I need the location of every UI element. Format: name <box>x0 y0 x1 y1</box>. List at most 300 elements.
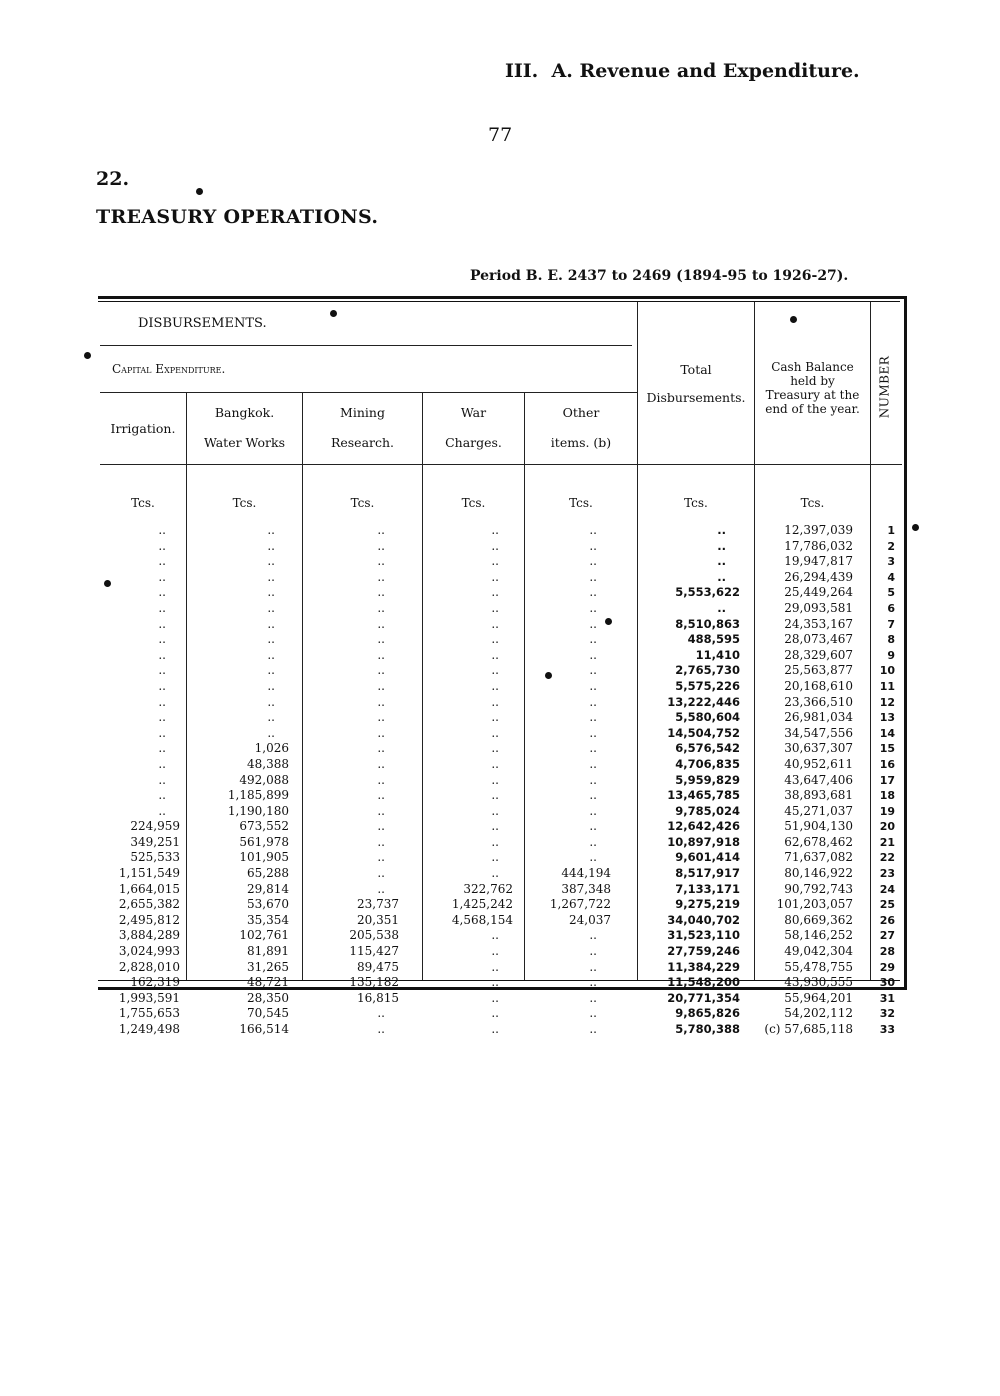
table-cell: 25,563,877 <box>784 663 853 678</box>
ink-speck <box>545 672 552 679</box>
table-cell: 444,194 <box>561 866 611 881</box>
table-cell: 24,353,167 <box>784 616 853 631</box>
table-cell: .. <box>377 538 385 553</box>
table-cell: .. <box>491 850 499 865</box>
table-cell: 115,427 <box>349 944 399 959</box>
table-cell: .. <box>589 663 597 678</box>
table-cell: .. <box>589 710 597 725</box>
table-cell: 6,576,542 <box>675 741 740 756</box>
group-rule <box>100 392 637 393</box>
column-number <box>871 523 895 1038</box>
col-cash-line2: held by <box>790 374 835 388</box>
table-cell: 22 <box>879 851 895 865</box>
table-cell: 2,495,812 <box>118 912 180 927</box>
table-cell: .. <box>491 678 499 693</box>
table-cell: 25 <box>879 898 895 912</box>
ink-speck <box>196 188 203 195</box>
table-cell: 673,552 <box>239 819 289 834</box>
table-cell: 5,580,604 <box>675 710 740 725</box>
table-cell: .. <box>158 803 166 818</box>
table-cell: 31,523,110 <box>667 928 740 943</box>
table-cell: .. <box>158 647 166 662</box>
table-cell: 1,151,549 <box>118 866 180 881</box>
table-cell: .. <box>267 694 275 709</box>
table-cell: 89,475 <box>357 959 399 974</box>
table-cell: 19,947,817 <box>784 554 853 569</box>
table-cell: .. <box>377 554 385 569</box>
table-cell: .. <box>267 725 275 740</box>
table-cell: .. <box>589 694 597 709</box>
ink-speck <box>84 352 91 359</box>
table-cell: 9,601,414 <box>675 850 740 865</box>
table-cell: 17 <box>879 773 895 787</box>
table-cell: .. <box>491 741 499 756</box>
table-cell: 51,904,130 <box>784 819 853 834</box>
col-total-line1: Total <box>680 362 712 377</box>
table-cell: .. <box>589 819 597 834</box>
table-cell: 28,329,607 <box>784 647 853 662</box>
table-cell: 28 <box>879 945 895 959</box>
table-cell: 12,642,426 <box>667 819 740 834</box>
table-cell: .. <box>589 741 597 756</box>
column-water-works <box>187 523 289 1038</box>
table-cell: .. <box>158 538 166 553</box>
table-cell: .. <box>589 616 597 631</box>
table-cell: 71,637,082 <box>784 850 853 865</box>
table-cell: 33 <box>879 1023 895 1036</box>
table-cell: .. <box>589 569 597 584</box>
table-cell: 30 <box>879 976 895 990</box>
col-war-line2: Charges. <box>445 435 502 450</box>
table-cell: 15 <box>879 742 895 756</box>
table-cell: .. <box>158 694 166 709</box>
table-cell: .. <box>589 772 597 787</box>
table-cell: 29 <box>879 960 895 974</box>
table-cell: 322,762 <box>463 881 513 896</box>
table-cell: .. <box>267 523 275 537</box>
table-cell: .. <box>491 725 499 740</box>
table-cell: .. <box>589 944 597 959</box>
table-cell: .. <box>589 725 597 740</box>
table-cell: 32 <box>879 1007 895 1021</box>
table-cell: .. <box>589 632 597 647</box>
table-cell: 34,547,556 <box>784 725 853 740</box>
table-cell: 38,893,681 <box>784 788 853 803</box>
table-cell: .. <box>589 803 597 818</box>
col-number <box>873 355 893 420</box>
table-cell: .. <box>589 523 597 537</box>
table-cell: 7,133,171 <box>675 881 740 896</box>
table-cell: 24,037 <box>569 912 611 927</box>
table-cell: 21 <box>879 835 895 849</box>
table-cell: .. <box>377 600 385 615</box>
table-cell: .. <box>491 788 499 803</box>
table-cell: 20,771,354 <box>667 990 740 1005</box>
table-cell: 28,073,467 <box>784 632 853 647</box>
table-cell: 31,265 <box>247 959 289 974</box>
table-cell: 29,814 <box>247 881 289 896</box>
table-cell: .. <box>491 600 499 615</box>
table-top-rule <box>98 301 900 303</box>
table-cell: .. <box>717 600 726 615</box>
table-cell: .. <box>377 803 385 818</box>
table-cell: .. <box>377 834 385 849</box>
table-cell: .. <box>491 585 499 600</box>
table-cell: .. <box>491 538 499 553</box>
table-cell: .. <box>377 819 385 834</box>
unit-label: Tcs. <box>131 496 155 510</box>
table-cell: 2,655,382 <box>118 897 180 912</box>
table-cell: 525,533 <box>130 850 180 865</box>
table-title: TREASURY OPERATIONS. <box>96 206 379 228</box>
table-cell: .. <box>589 585 597 600</box>
table-cell: 80,669,362 <box>784 912 853 927</box>
table-cell: 3,024,993 <box>118 944 180 959</box>
table-cell: .. <box>158 710 166 725</box>
table-cell: .. <box>377 741 385 756</box>
table-cell: .. <box>158 756 166 771</box>
table-cell: 135,182 <box>349 975 399 990</box>
table-cell: 35,354 <box>247 912 289 927</box>
table-cell: 70,545 <box>247 1006 289 1021</box>
table-cell: .. <box>158 788 166 803</box>
table-cell: 80,146,922 <box>784 866 853 881</box>
table-cell: .. <box>589 538 597 553</box>
column-war <box>423 523 513 1038</box>
period-caption: Period B. E. 2437 to 2469 (1894-95 to 1926-27). <box>470 268 849 284</box>
table-cell: .. <box>717 554 726 569</box>
table-cell: 101,203,057 <box>776 897 853 912</box>
table-cell: 349,251 <box>130 834 180 849</box>
table-cell: .. <box>158 616 166 631</box>
table-cell: .. <box>491 866 499 881</box>
table-cell: 4,706,835 <box>675 756 740 771</box>
table-cell: .. <box>589 756 597 771</box>
table-cell: .. <box>267 600 275 615</box>
table-cell: 5,959,829 <box>675 772 740 787</box>
table-cell: .. <box>377 523 385 537</box>
table-cell: .. <box>491 663 499 678</box>
table-cell: 12 <box>879 695 895 709</box>
col-cash-line4: end of the year. <box>765 402 860 416</box>
table-cell: 9 <box>887 648 895 662</box>
table-cell: .. <box>377 850 385 865</box>
column-irrigation <box>100 523 180 1038</box>
page-number: 77 <box>488 124 513 146</box>
unit-label: Tcs. <box>684 496 708 510</box>
table-cell: .. <box>589 959 597 974</box>
table-cell: 26 <box>879 913 895 927</box>
table-cell: 5,553,622 <box>675 585 740 600</box>
table-cell: .. <box>377 710 385 725</box>
table-cell: 9,865,826 <box>675 1006 740 1021</box>
col-irrigation <box>100 414 186 444</box>
table-cell: (c) 57,685,118 <box>764 1022 853 1036</box>
table-cell: .. <box>491 710 499 725</box>
table-cell: .. <box>491 1022 499 1036</box>
table-cell: 27,759,246 <box>667 944 740 959</box>
table-cell: .. <box>377 647 385 662</box>
table-cell: 62,678,462 <box>784 834 853 849</box>
col-mining-line1: Mining <box>340 405 385 420</box>
table-cell: 488,595 <box>687 632 740 647</box>
col-total <box>638 356 754 412</box>
table-cell: 19 <box>879 804 895 818</box>
table-cell: 90,792,743 <box>784 881 853 896</box>
table-cell: .. <box>377 678 385 693</box>
table-cell: 16,815 <box>357 990 399 1005</box>
table-cell: 1,026 <box>254 741 289 756</box>
table-cell: 205,538 <box>349 928 399 943</box>
col-war <box>423 398 524 458</box>
table-cell: 13 <box>879 711 895 725</box>
table-cell: .. <box>589 647 597 662</box>
table-cell: 23,366,510 <box>784 694 853 709</box>
table-cell: 55,964,201 <box>784 990 853 1005</box>
col-mining <box>303 398 422 458</box>
unit-label: Tcs. <box>350 496 375 510</box>
table-cell: 10,897,918 <box>667 834 740 849</box>
table-cell: 30,637,307 <box>784 741 853 756</box>
table-cell: 25,449,264 <box>784 585 853 600</box>
table-cell: .. <box>589 678 597 693</box>
table-cell: 1,425,242 <box>451 897 513 912</box>
table-cell: .. <box>717 523 726 537</box>
table-cell: .. <box>158 678 166 693</box>
table-cell: 1,993,591 <box>118 990 180 1005</box>
table-cell: 11,410 <box>695 647 740 662</box>
unit-label: Tcs. <box>569 496 593 510</box>
table-cell: 102,761 <box>239 928 289 943</box>
col-war-line1: War <box>460 405 487 420</box>
table-cell: 31 <box>879 991 895 1005</box>
table-cell: 26,981,034 <box>784 710 853 725</box>
table-cell: .. <box>589 990 597 1005</box>
table-cell: 17,786,032 <box>784 538 853 553</box>
col-other <box>525 398 637 458</box>
table-cell: 6 <box>887 601 895 615</box>
table-cell: 492,088 <box>239 772 289 787</box>
table-cell: .. <box>589 788 597 803</box>
table-cell: 43,930,555 <box>784 975 853 990</box>
col-water-works-line2: Water Works <box>203 435 286 450</box>
table-cell: 16 <box>879 757 895 771</box>
unit-label: Tcs. <box>232 496 257 510</box>
table-cell: .. <box>377 632 385 647</box>
table-cell: .. <box>717 569 726 584</box>
table-cell: .. <box>267 585 275 600</box>
table-cell: .. <box>377 772 385 787</box>
table-cell: 27 <box>879 929 895 943</box>
table-cell: 3 <box>887 555 895 569</box>
table-cell: .. <box>717 538 726 553</box>
table-cell: .. <box>589 600 597 615</box>
table-cell: 18 <box>879 789 895 803</box>
table-cell: .. <box>589 850 597 865</box>
table-cell: 12,397,039 <box>784 523 853 537</box>
table-cell: 11 <box>879 679 895 693</box>
table-cell: .. <box>491 554 499 569</box>
table-cell: 3,884,289 <box>118 928 180 943</box>
table-cell: .. <box>491 990 499 1005</box>
table-cell: 1,664,015 <box>118 881 180 896</box>
table-cell: .. <box>491 1006 499 1021</box>
group-rule <box>100 345 632 346</box>
table-cell: .. <box>491 616 499 631</box>
table-cell: 48,388 <box>247 756 289 771</box>
column-cash <box>755 523 853 1038</box>
table-cell: .. <box>377 881 385 896</box>
table-cell: 40,952,611 <box>784 756 853 771</box>
table-cell: 11,548,200 <box>667 975 740 990</box>
table-cell: 1,185,899 <box>227 788 289 803</box>
ink-speck <box>605 618 612 625</box>
table-cell: .. <box>377 1006 385 1021</box>
table-cell: .. <box>377 1022 385 1036</box>
group-disbursements: DISBURSEMENTS. <box>138 316 267 331</box>
table-cell: .. <box>267 710 275 725</box>
table-cell: 1 <box>887 524 895 537</box>
table-cell: 23 <box>879 867 895 881</box>
table-cell: .. <box>158 554 166 569</box>
table-cell: 5 <box>887 586 895 600</box>
table-cell: .. <box>158 585 166 600</box>
table-cell: 4 <box>887 570 895 584</box>
table-cell: .. <box>377 788 385 803</box>
table-cell: .. <box>377 756 385 771</box>
table-cell: 5,575,226 <box>675 678 740 693</box>
table-cell: .. <box>589 1006 597 1021</box>
table-cell: 2 <box>887 539 895 553</box>
table-cell: .. <box>377 725 385 740</box>
table-cell: 1,755,653 <box>118 1006 180 1021</box>
part-title: A. Revenue and Expenditure. <box>551 60 860 82</box>
table-cell: 9,275,219 <box>675 897 740 912</box>
table-cell: .. <box>589 834 597 849</box>
page-header <box>505 60 860 82</box>
table-cell: .. <box>267 678 275 693</box>
table-cell: .. <box>267 616 275 631</box>
table-cell: .. <box>491 772 499 787</box>
table-cell: 48,721 <box>247 975 289 990</box>
col-cash-line1: Cash Balance <box>771 360 854 374</box>
table-cell: 28,350 <box>247 990 289 1005</box>
col-irrigation-label: Irrigation. <box>110 421 176 436</box>
table-cell: 561,978 <box>239 834 289 849</box>
table-cell: .. <box>158 725 166 740</box>
group-capital-expenditure: Capital Expenditure. <box>112 362 226 376</box>
table-number: 22. <box>96 168 130 190</box>
col-number-label: NUMBER <box>877 355 892 419</box>
table-cell: 43,647,406 <box>784 772 853 787</box>
table-cell: 49,042,304 <box>784 944 853 959</box>
table-cell: 9,785,024 <box>675 803 740 818</box>
col-cash-line3: Treasury at the <box>765 388 860 402</box>
table-cell: 8,517,917 <box>675 866 740 881</box>
table-cell: .. <box>589 554 597 569</box>
table-cell: 1,267,722 <box>549 897 611 912</box>
table-cell: 14,504,752 <box>667 725 740 740</box>
column-mining <box>303 523 399 1038</box>
ink-speck <box>790 316 797 323</box>
table-cell: .. <box>491 819 499 834</box>
table-cell: 101,905 <box>239 850 289 865</box>
unit-label: Tcs. <box>461 496 486 510</box>
table-cell: 13,465,785 <box>667 788 740 803</box>
header-rule <box>100 464 902 465</box>
table-cell: 166,514 <box>239 1022 289 1036</box>
ink-speck <box>912 524 919 531</box>
table-cell: .. <box>491 975 499 990</box>
part-number: III. <box>505 60 539 82</box>
table-cell: .. <box>491 834 499 849</box>
table-cell: 20 <box>879 820 895 834</box>
table-cell: .. <box>158 569 166 584</box>
table-cell: 5,780,388 <box>675 1022 740 1036</box>
table-cell: 224,959 <box>130 819 180 834</box>
table-cell: 53,670 <box>247 897 289 912</box>
table-cell: .. <box>267 554 275 569</box>
table-cell: .. <box>377 866 385 881</box>
table-cell: 55,478,755 <box>784 959 853 974</box>
table-cell: 65,288 <box>247 866 289 881</box>
table-cell: 54,202,112 <box>784 1006 853 1021</box>
table-cell: 81,891 <box>247 944 289 959</box>
table-cell: 8,510,863 <box>675 616 740 631</box>
table-cell: 58,146,252 <box>784 928 853 943</box>
table-cell: 1,190,180 <box>227 803 289 818</box>
table-cell: .. <box>377 616 385 631</box>
table-cell: 1,249,498 <box>118 1022 180 1036</box>
table-cell: 387,348 <box>561 881 611 896</box>
table-cell: .. <box>267 569 275 584</box>
table-cell: .. <box>589 928 597 943</box>
table-cell: .. <box>377 694 385 709</box>
table-cell: .. <box>377 585 385 600</box>
unit-label: Tcs. <box>800 496 825 510</box>
col-total-line2: Disbursements. <box>646 390 746 405</box>
table-cell: 29,093,581 <box>784 600 853 615</box>
table-cell: 4,568,154 <box>451 912 513 927</box>
ink-speck <box>104 580 111 587</box>
table-cell: .. <box>158 772 166 787</box>
col-water-works <box>187 398 302 458</box>
table-cell: .. <box>158 632 166 647</box>
table-cell: .. <box>267 647 275 662</box>
table-cell: .. <box>589 1022 597 1036</box>
table-cell: .. <box>158 600 166 615</box>
table-cell: 45,271,037 <box>784 803 853 818</box>
table-cell: .. <box>589 975 597 990</box>
table-cell: 2,828,010 <box>118 959 180 974</box>
ink-speck <box>330 310 337 317</box>
table-cell: .. <box>491 632 499 647</box>
table-cell: .. <box>491 944 499 959</box>
table-cell: 20,168,610 <box>784 678 853 693</box>
table-cell: .. <box>158 523 166 537</box>
col-other-line2: items. (b) <box>550 435 612 450</box>
table-cell: 24 <box>879 882 895 896</box>
table-cell: .. <box>377 663 385 678</box>
table-cell: .. <box>491 523 499 537</box>
table-cell: 10 <box>879 664 895 678</box>
col-water-works-line1: Bangkok. <box>214 405 275 420</box>
table-cell: 162,319 <box>130 975 180 990</box>
table-cell: .. <box>491 803 499 818</box>
table-cell: 8 <box>887 633 895 647</box>
col-cash-balance <box>755 360 870 416</box>
column-other <box>525 523 611 1038</box>
